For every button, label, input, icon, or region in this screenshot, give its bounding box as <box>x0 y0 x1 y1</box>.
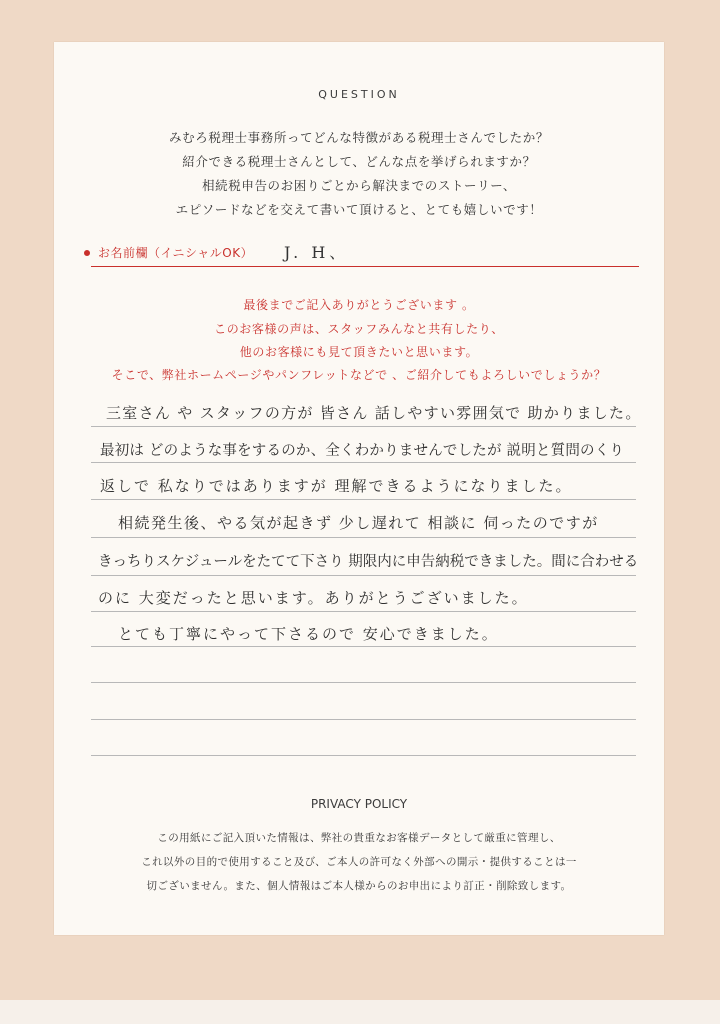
thanks-line: そこで、弊社ホームページやパンフレットなどで 、ご紹介してもよろしいでしょうか？ <box>111 368 607 382</box>
survey-card <box>54 42 664 935</box>
name-field[interactable] <box>84 244 639 266</box>
name-underline <box>91 266 639 267</box>
ruled-line <box>91 462 636 463</box>
handwritten-line: 返しで 私なりではありますが 理解できるようになりました。 <box>100 477 573 495</box>
name-value[interactable]: J. H、 <box>284 243 350 262</box>
handwritten-line: きっちりスケジュールをたてて下さり 期限内に申告納税できました。間に合わせる <box>98 554 639 570</box>
handwritten-line: 相続発生後、やる気が起きず 少し遅れて 相談に 伺ったのですが <box>118 514 599 532</box>
ruled-line <box>91 682 636 683</box>
thanks-line: このお客様の声は、スタッフみんなと共有したり、 <box>214 322 504 336</box>
handwritten-line: 三室さん や スタッフの方が 皆さん 話しやすい雰囲気で 助かりました。 <box>106 404 642 422</box>
ruled-line <box>91 719 636 720</box>
privacy-line: この用紙にご記入頂いた情報は、弊社の貴重なお客様データとして厳重に管理し、 <box>157 832 561 844</box>
question-line: エピソードなどを交えて書いて頂けると、とても嬉しいです！ <box>175 202 543 217</box>
privacy-line: これ以外の目的で使用すること及び、ご本人の許可なく外部への開示・提供することは一 <box>141 856 577 868</box>
bullet-icon <box>84 250 90 256</box>
thanks-line: 他のお客様にも見て頂きたいと思います。 <box>239 345 479 359</box>
question-line: みむろ税理士事務所ってどんな特徴がある税理士さんでしたか？ <box>169 130 549 145</box>
ruled-line <box>91 646 636 647</box>
handwritten-line: とても丁寧にやって下さるので 安心できました。 <box>118 625 499 643</box>
privacy-title: PRIVACY POLICY <box>310 797 408 811</box>
privacy-line: 切ございません。また、個人情報はご本人様からのお申出により訂正・削除致します。 <box>146 880 572 892</box>
name-label: お名前欄（イニシャルOK） <box>98 246 254 260</box>
ruled-line <box>91 755 636 756</box>
page-bottom-edge <box>0 1000 720 1024</box>
question-title: QUESTION <box>318 88 400 101</box>
thanks-line: 最後までご記入ありがとうございます 。 <box>243 298 475 312</box>
ruled-line <box>91 426 636 427</box>
ruled-line <box>91 499 636 500</box>
ruled-line <box>91 611 636 612</box>
question-line: 相続税申告のお困りごとから解決までのストーリー、 <box>202 178 516 193</box>
ruled-line <box>91 537 636 538</box>
ruled-line <box>91 575 636 576</box>
handwritten-line: のに 大変だったと思います。ありがとうございました。 <box>98 589 529 607</box>
question-line: 紹介できる税理士さんとして、どんな点を挙げられますか？ <box>182 154 536 169</box>
handwritten-line: 最初は どのような事をするのか、全くわかりませんでしたが 説明と質問のくり <box>100 443 625 459</box>
